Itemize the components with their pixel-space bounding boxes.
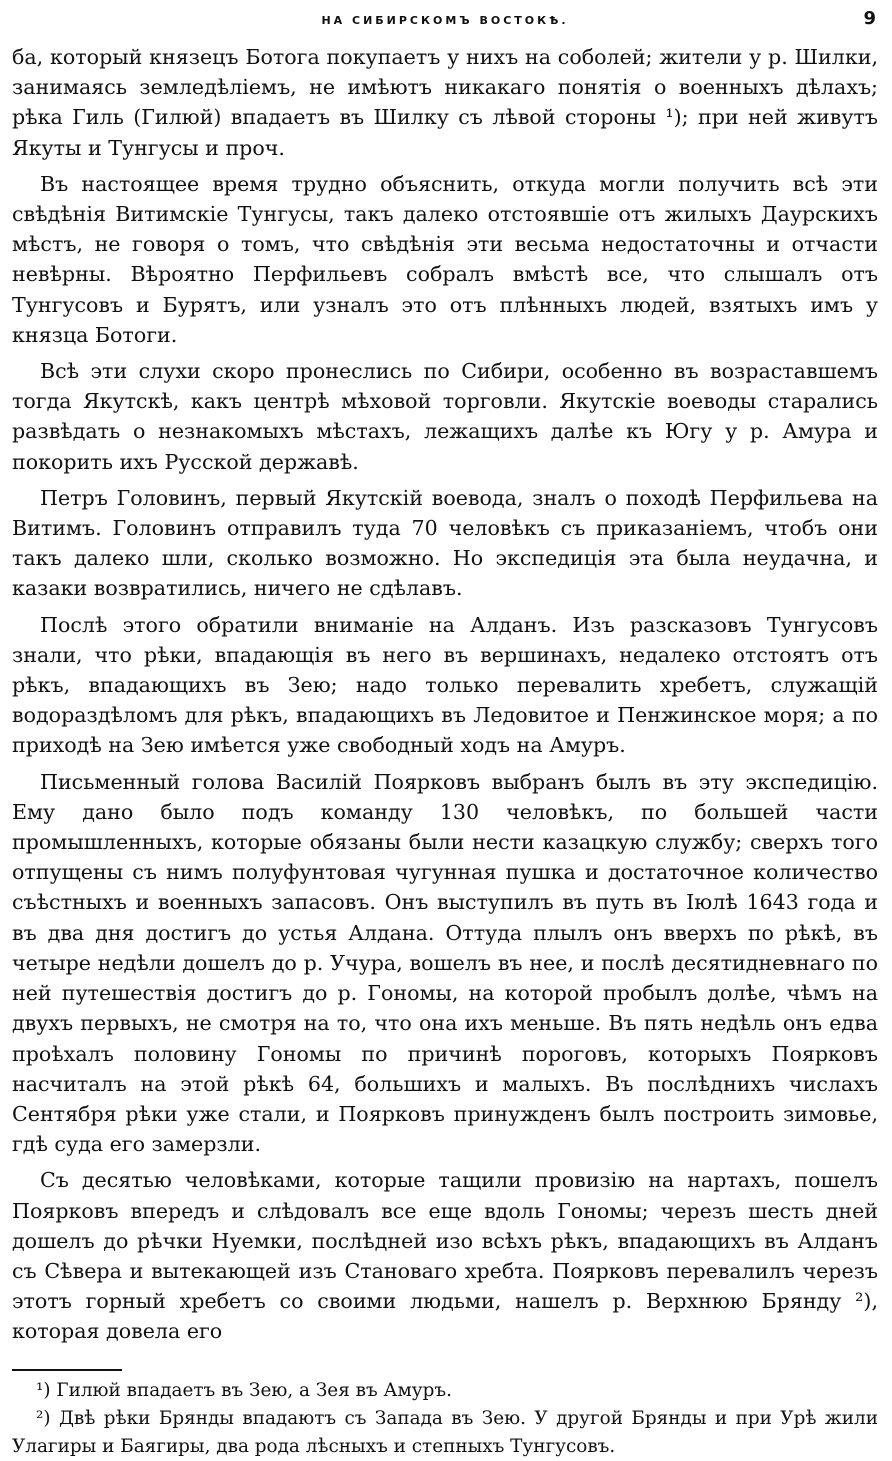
footnote-divider (12, 1369, 122, 1371)
page-number: 9 (863, 8, 876, 29)
paragraph: Всѣ эти слухи скоро пронеслись по Сибири, особенно въ возраставшемъ тогда Якутскѣ, какъ центрѣ мѣховой торговли. Якутскіе воеводы старались развѣдать о незнакомыхъ мѣстахъ, лежащихъ далѣе къ Югу у р. Амура и покорить ихъ Русской державѣ. (12, 359, 878, 474)
running-head: НА СИБИРСКОМЪ ВОСТОКѢ. (321, 14, 569, 27)
page-header (12, 8, 878, 42)
paragraph: Петръ Головинъ, первый Якутскій воевода, зналъ о походѣ Перфильева на Витимъ. Головинъ отправилъ туда 70 человѣкъ съ приказаніемъ, чтобъ они такъ далеко шли, сколько возможно. Но экспедиція эта была неудачна, и казаки возвратились, ничего не сдѣлавъ. (12, 485, 878, 601)
paragraph: Письменный голова Василій Поярковъ выбранъ былъ въ эту экспедицію. Ему дано было подъ команду 130 человѣкъ, по большей части промышленныхъ, которые обязаны были нести казацкую службу; сверхъ того отпущены съ нимъ полуфунтовая чугунная пушка и достаточное количество съѣстныхъ и военныхъ запасовъ. Онъ выступилъ въ путь въ Іюлѣ 1643 года и въ два дня достигъ до устья Алдана. Оттуда плылъ онъ вверхъ по рѣкѣ, въ четыре недѣли дошелъ до р. Учура, вошелъ въ нее, и послѣ десятидневнаго по ней путешествія достигъ до р. Гономы, на которой пробылъ долѣе, чѣмъ на двухъ первыхъ, не смотря на то, что она ихъ меньше. Въ пять недѣль онъ едва проѣхалъ половину Гономы по причинѣ пороговъ, которыхъ Поярковъ насчиталъ на этой рѣкѣ 64, большихъ и малыхъ. Въ послѣднихъ числахъ Сентября рѣки уже стали, и Поярковъ принужденъ былъ построить зимовье, гдѣ суда его замерзли. (12, 769, 878, 1157)
footnote: ¹) Гилюй впадаетъ въ Зею, а Зея въ Амуръ. (36, 1379, 452, 1401)
paragraph: ба, который князецъ Ботога покупаетъ у нихъ на соболей; жители у р. Шилки, занимаясь земледѣліемъ, не имѣютъ никакаго понятія о военныхъ дѣлахъ; рѣка Гиль (Гилюй) впадаетъ въ Шилку съ лѣвой стороны ¹); при ней живутъ Якуты и Тунгусы и проч. (12, 45, 878, 160)
paragraph: Съ десятью человѣками, которые тащили провизію на нартахъ, пошелъ Поярковъ впередъ и слѣдовалъ все еще вдоль Гономы; черезъ шесть дней дошелъ до рѣчки Нуемки, послѣдней изо всѣхъ рѣкъ, впадающихъ въ Алданъ съ Сѣвера и вытекающей изъ Становаго хребта. Поярковъ перевалилъ черезъ этотъ горный хребетъ со своими людьми, нашелъ р. Верхнюю Брянду ²), которая довела его (12, 1168, 878, 1344)
paragraph: Въ настоящее время трудно объяснить, откуда могли получить всѣ эти свѣдѣнія Витимскіе Тунгусы, такъ далеко отстоявшіе отъ жилыхъ Даурскихъ мѣстъ, не говоря о томъ, что свѣдѣнія эти весьма недостаточны и отчасти невѣрны. Вѣроятно Перфильевъ собралъ вмѣстѣ все, что слышалъ отъ Тунгусовъ и Бурятъ, или узналъ это отъ плѣнныхъ людей, взятыхъ имъ у князца Ботоги. (12, 171, 878, 347)
paragraph: Послѣ этого обратили вниманіе на Алданъ. Изъ разсказовъ Тунгусовъ знали, что рѣки, впадающія въ него въ вершинахъ, недалеко отстоятъ отъ рѣкъ, впадающихъ въ Зею; надо только перевалить хребетъ, служащій водораздѣломъ для рѣкъ, впадающихъ въ Ледовитое и Пенжинское моря; а по приходѣ на Зею имѣется уже свободный ходъ на Амуръ. (12, 612, 878, 758)
footnote: ²) Двѣ рѣки Брянды впадаютъ съ Запада въ Зею. У другой Брянды и при Урѣ жили Улагиры и Баягиры, два рода лѣсныхъ и степныхъ Тунгусовъ. (12, 1407, 878, 1457)
footnotes (12, 1377, 878, 1461)
body-text (12, 42, 878, 1347)
